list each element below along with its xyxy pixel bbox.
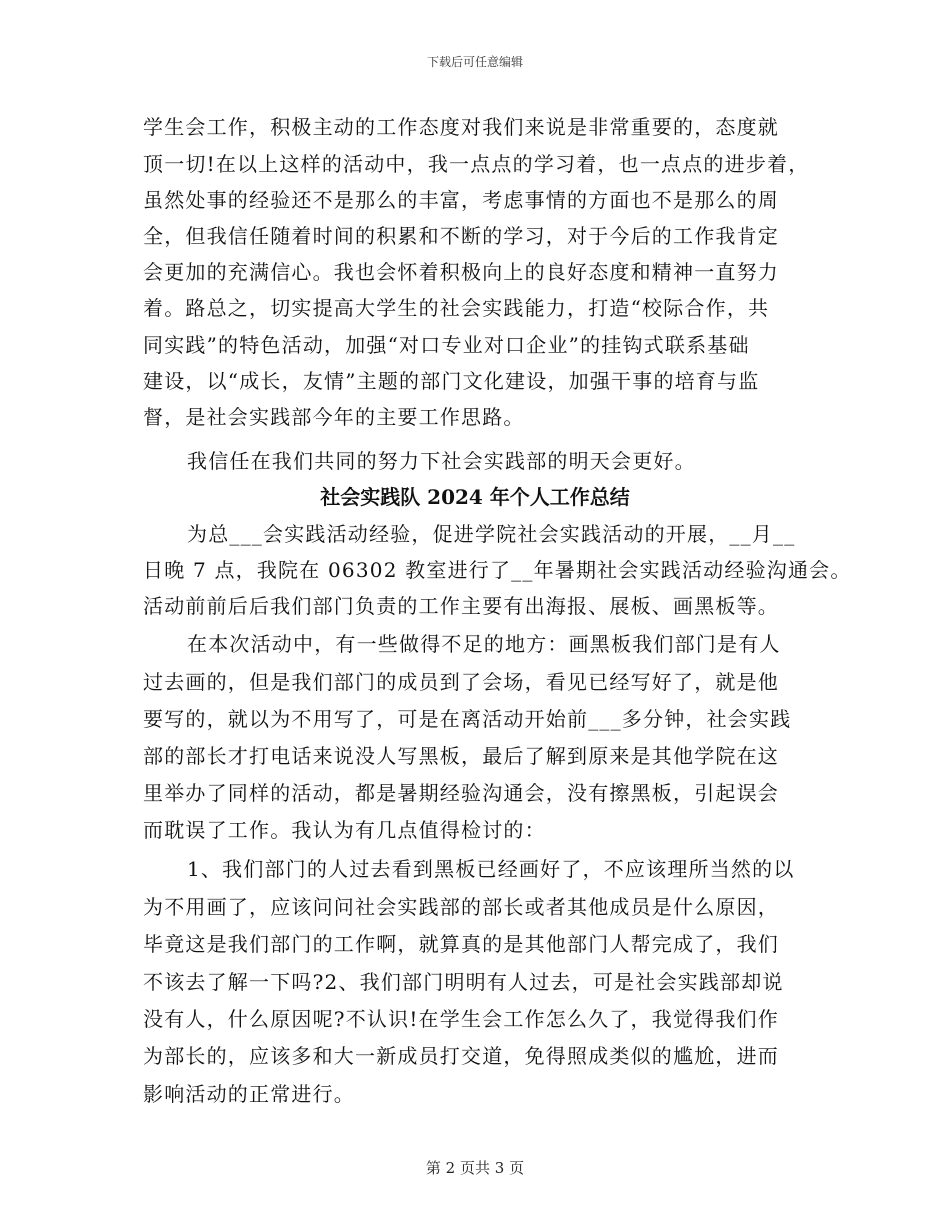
paragraph-line: 全，但我信任随着时间的积累和不断的学习，对于今后的工作我肯定 bbox=[143, 224, 779, 248]
paragraph-line: 没有人，什么原因呢?不认识!在学生会工作怎么久了，我觉得我们作 bbox=[143, 1007, 779, 1031]
page-header: 下载后可任意编辑 bbox=[426, 55, 523, 69]
paragraph-line: 为总___会实践活动经验，促进学院社会实践活动的开展，__月__ bbox=[187, 522, 796, 546]
paragraph-line: 活动前前后后我们部门负责的工作主要有出海报、展板、画黑板等。 bbox=[143, 594, 779, 618]
paragraph-line: 着。路总之，切实提高大学生的社会实践能力，打造“校际合作，共 bbox=[143, 296, 770, 320]
paragraph-line: 在本次活动中，有一些做得不足的地方：画黑板我们部门是有人 bbox=[187, 632, 781, 656]
paragraph-line: 要写的，就以为不用写了，可是在离活动开始前___多分钟，社会实践 bbox=[143, 707, 792, 731]
paragraph-line: 为部长的，应该多和大一新成员打交道，免得照成类似的尴尬，进而 bbox=[143, 1044, 779, 1068]
paragraph-line: 顶一切!在以上这样的活动中，我一点点的学习着，也一点点的进步着， bbox=[143, 152, 810, 176]
paragraph-line: 日晚 7 点，我院在 06302 教室进行了__年暑期社会实践活动经验沟通会。 bbox=[143, 558, 852, 582]
paragraph-line: 学生会工作，积极主动的工作态度对我们来说是非常重要的，态度就 bbox=[143, 115, 779, 139]
paragraph-line: 督，是社会实践部今年的主要工作思路。 bbox=[143, 405, 525, 429]
paragraph-line: 同实践”的特色活动，加强“对口专业对口企业”的挂钩式联系基础 bbox=[143, 333, 750, 357]
paragraph-line: 里举办了同样的活动，都是暑期经验沟通会，没有擦黑板，引起误会 bbox=[143, 781, 779, 805]
paragraph-line: 会更加的充满信心。我也会怀着积极向上的良好态度和精神一直努力 bbox=[143, 260, 779, 284]
paragraph-line: 不该去了解一下吗?2、我们部门明明有人过去，可是社会实践部却说 bbox=[143, 970, 784, 994]
paragraph-line: 部的部长才打电话来说没人写黑板，最后了解到原来是其他学院在这 bbox=[143, 744, 779, 768]
page-footer: 第 2 页共 3 页 bbox=[425, 1159, 525, 1177]
paragraph-line: 我信任在我们共同的努力下社会实践部的明天会更好。 bbox=[187, 449, 696, 473]
document-title: 社会实践队 2024 年个人工作总结 bbox=[320, 485, 630, 509]
paragraph-line: 而耽误了工作。我认为有几点值得检讨的： bbox=[143, 818, 546, 842]
paragraph-line: 毕竟这是我们部门的工作啊，就算真的是其他部门人帮完成了，我们 bbox=[143, 932, 779, 956]
paragraph-line: 影响活动的正常进行。 bbox=[143, 1082, 355, 1106]
paragraph-line: 过去画的，但是我们部门的成员到了会场，看见已经写好了，就是他 bbox=[143, 670, 779, 694]
paragraph-line: 1、我们部门的人过去看到黑板已经画好了，不应该理所当然的以 bbox=[187, 857, 795, 881]
paragraph-line: 虽然处事的经验还不是那么的丰富，考虑事情的方面也不是那么的周 bbox=[143, 188, 779, 212]
paragraph-line: 为不用画了，应该问问社会实践部的部长或者其他成员是什么原因， bbox=[143, 895, 779, 919]
paragraph-line: 建设，以“成长，友情”主题的部门文化建设，加强干事的培育与监 bbox=[143, 369, 760, 393]
